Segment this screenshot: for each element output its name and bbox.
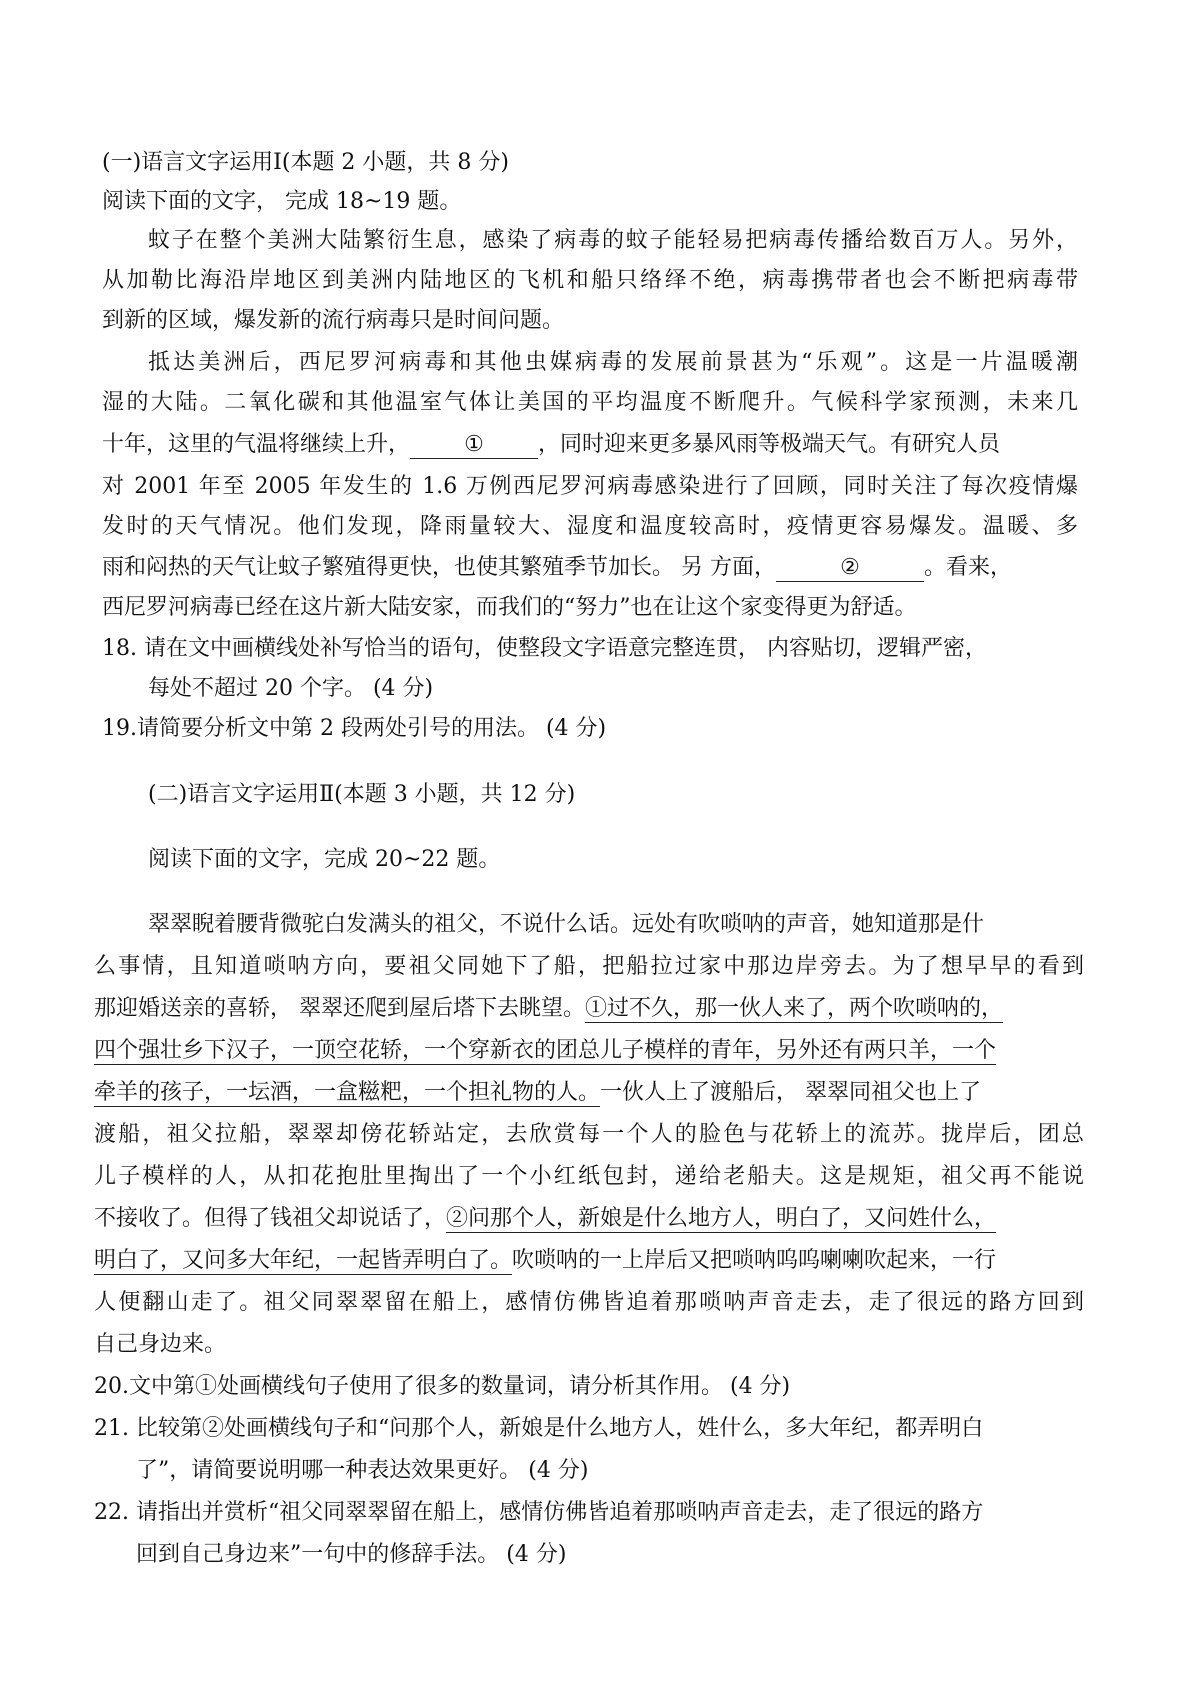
- passage3-text: 那迎婚送亲的喜轿， 翠翠还爬到屋后塔下去眺望。: [94, 996, 585, 1021]
- passage3-line: 人便翻山走了。祖父同翠翠留在船上，感情仿佛皆追着那唢呐声音走去，走了很远的路方回到: [94, 1290, 1084, 1315]
- passage1-line: 到新的区域，爆发新的流行病毒只是时间问题。: [102, 308, 565, 333]
- passage3-line: 渡船，祖父拉船，翠翠却傍花轿站定，去欣赏每一个人的脸色与花轿上的流苏。拢岸后，团总: [94, 1122, 1084, 1147]
- underlined-sentence-2: 明白了，又问多大年纪，一起皆弄明白了。: [94, 1248, 513, 1273]
- passage3-line: [94, 1078, 981, 1108]
- passage3-line: [94, 1204, 996, 1234]
- passage2-text: 十年，这里的气温将继续上升，: [102, 432, 411, 457]
- passage2-text: 。看来，: [924, 555, 1013, 580]
- section2-instruction: 阅读下面的文字，完成 20~22 题。: [148, 847, 501, 872]
- section1-heading: (一)语言文字运用Ⅰ(本题 2 小题，共 8 分): [102, 150, 509, 175]
- passage3-line: [94, 1036, 996, 1066]
- section2-heading: (二)语言文字运用Ⅱ(本题 3 小题，共 12 分): [148, 782, 576, 807]
- underlined-sentence-1: 牵羊的孩子，一坛酒，一盒糍粑，一个担礼物的人。: [94, 1080, 601, 1105]
- question-19: 19.请简要分析文中第 2 段两处引号的用法。 (4 分): [102, 716, 607, 741]
- passage2-line-with-blank2: [102, 553, 1012, 583]
- question-22-cont: 回到自己身边来”一句中的修辞手法。 (4 分): [136, 1542, 567, 1567]
- question-18: 18. 请在文中画横线处补写恰当的语句，使整段文字语意完整连贯， 内容贴切，逻辑严密，: [102, 636, 987, 661]
- blank-2-field[interactable]: ②: [776, 555, 924, 582]
- passage2-line: 抵达美洲后，西尼罗河病毒和其他虫媒病毒的发展前景甚为“乐观”。这是一片温暖潮: [148, 350, 1078, 375]
- blank-1-field[interactable]: ①: [410, 432, 538, 459]
- section1-instruction: 阅读下面的文字， 完成 18~19 题。: [102, 189, 462, 214]
- passage2-text: ，同时迎来更多暴风雨等极端天气。有研究人员: [538, 432, 1001, 457]
- passage1-line: 从加勒比海沿岸地区到美洲内陆地区的飞机和船只络绎不绝，病毒携带者也会不断把病毒带: [102, 268, 1078, 293]
- passage3-line: [94, 994, 1003, 1024]
- question-18-cont: 每处不超过 20 个字。 (4 分): [148, 676, 434, 701]
- passage2-line: 湿的大陆。二氧化碳和其他温室气体让美国的平均温度不断爬升。气候科学家预测，未来几: [102, 390, 1078, 415]
- passage2-line: 发时的天气情况。他们发现，降雨量较大、湿度和温度较高时，疫情更容易爆发。温暖、多: [102, 514, 1078, 539]
- question-22: 22. 请指出并赏析“祖父同翠翠留在船上，感情仿佛皆追着那唢呐声音走去，走了很远的路方: [94, 1500, 984, 1525]
- question-21: 21. 比较第②处画横线句子和“问那个人，新娘是什么地方人，姓什么，多大年纪，都弄明白: [94, 1416, 984, 1441]
- passage3-line: 翠翠睨着腰背微驼白发满头的祖父，不说什么话。远处有吹唢呐的声音，她知道那是什: [148, 912, 985, 937]
- passage3-line: 自己身边来。: [94, 1332, 227, 1357]
- underlined-sentence-1: ①过不久，那一伙人来了，两个吹唢呐的，: [585, 996, 1004, 1021]
- passage3-text: 吹唢呐的一上岸后又把唢呐呜呜喇喇吹起来，一行: [512, 1248, 997, 1273]
- passage2-line: 对 2001 年至 2005 年发生的 1.6 万例西尼罗河病毒感染进行了回顾，同时关注了每次疫情爆: [102, 474, 1078, 499]
- passage1-line: 蚊子在整个美洲大陆繁衍生息，感染了病毒的蚊子能轻易把病毒传播给数百万人。另外，: [148, 228, 1078, 253]
- passage3-line: 么事情，且知道唢呐方向，要祖父同她下了船，把船拉过家中那边岸旁去。为了想早早的看到: [94, 954, 1084, 979]
- passage3-line: 儿子模样的人，从扣花抱肚里掏出了一个小红纸包封，递给老船夫。这是规矩，祖父再不能说: [94, 1164, 1084, 1189]
- question-20: 20.文中第①处画横线句子使用了很多的数量词，请分析其作用。 (4 分): [94, 1374, 791, 1399]
- passage2-line: 西尼罗河病毒已经在这片新大陆安家，而我们的“努力”也在让这个家变得更为舒适。: [102, 595, 917, 620]
- passage2-text: 雨和闷热的天气让蚊子繁殖得更快，也使其繁殖季节加长。 另 方面，: [102, 555, 776, 580]
- passage3-text: 一伙人上了渡船后， 翠翠同祖父也上了: [600, 1080, 982, 1105]
- underlined-sentence-1: 四个强壮乡下汉子，一顶空花轿，一个穿新衣的团总儿子模样的青年，另外还有两只羊，一个: [94, 1038, 997, 1063]
- passage3-text: 不接收了。但得了钱祖父却说话了，: [94, 1206, 447, 1231]
- question-21-cont: 了”，请简要说明哪一种表达效果更好。 (4 分): [136, 1458, 589, 1483]
- underlined-sentence-2: ②问那个人，新娘是什么地方人，明白了，又问姓什么，: [446, 1206, 997, 1231]
- passage3-line: [94, 1246, 996, 1276]
- passage2-line-with-blank1: [102, 430, 1000, 460]
